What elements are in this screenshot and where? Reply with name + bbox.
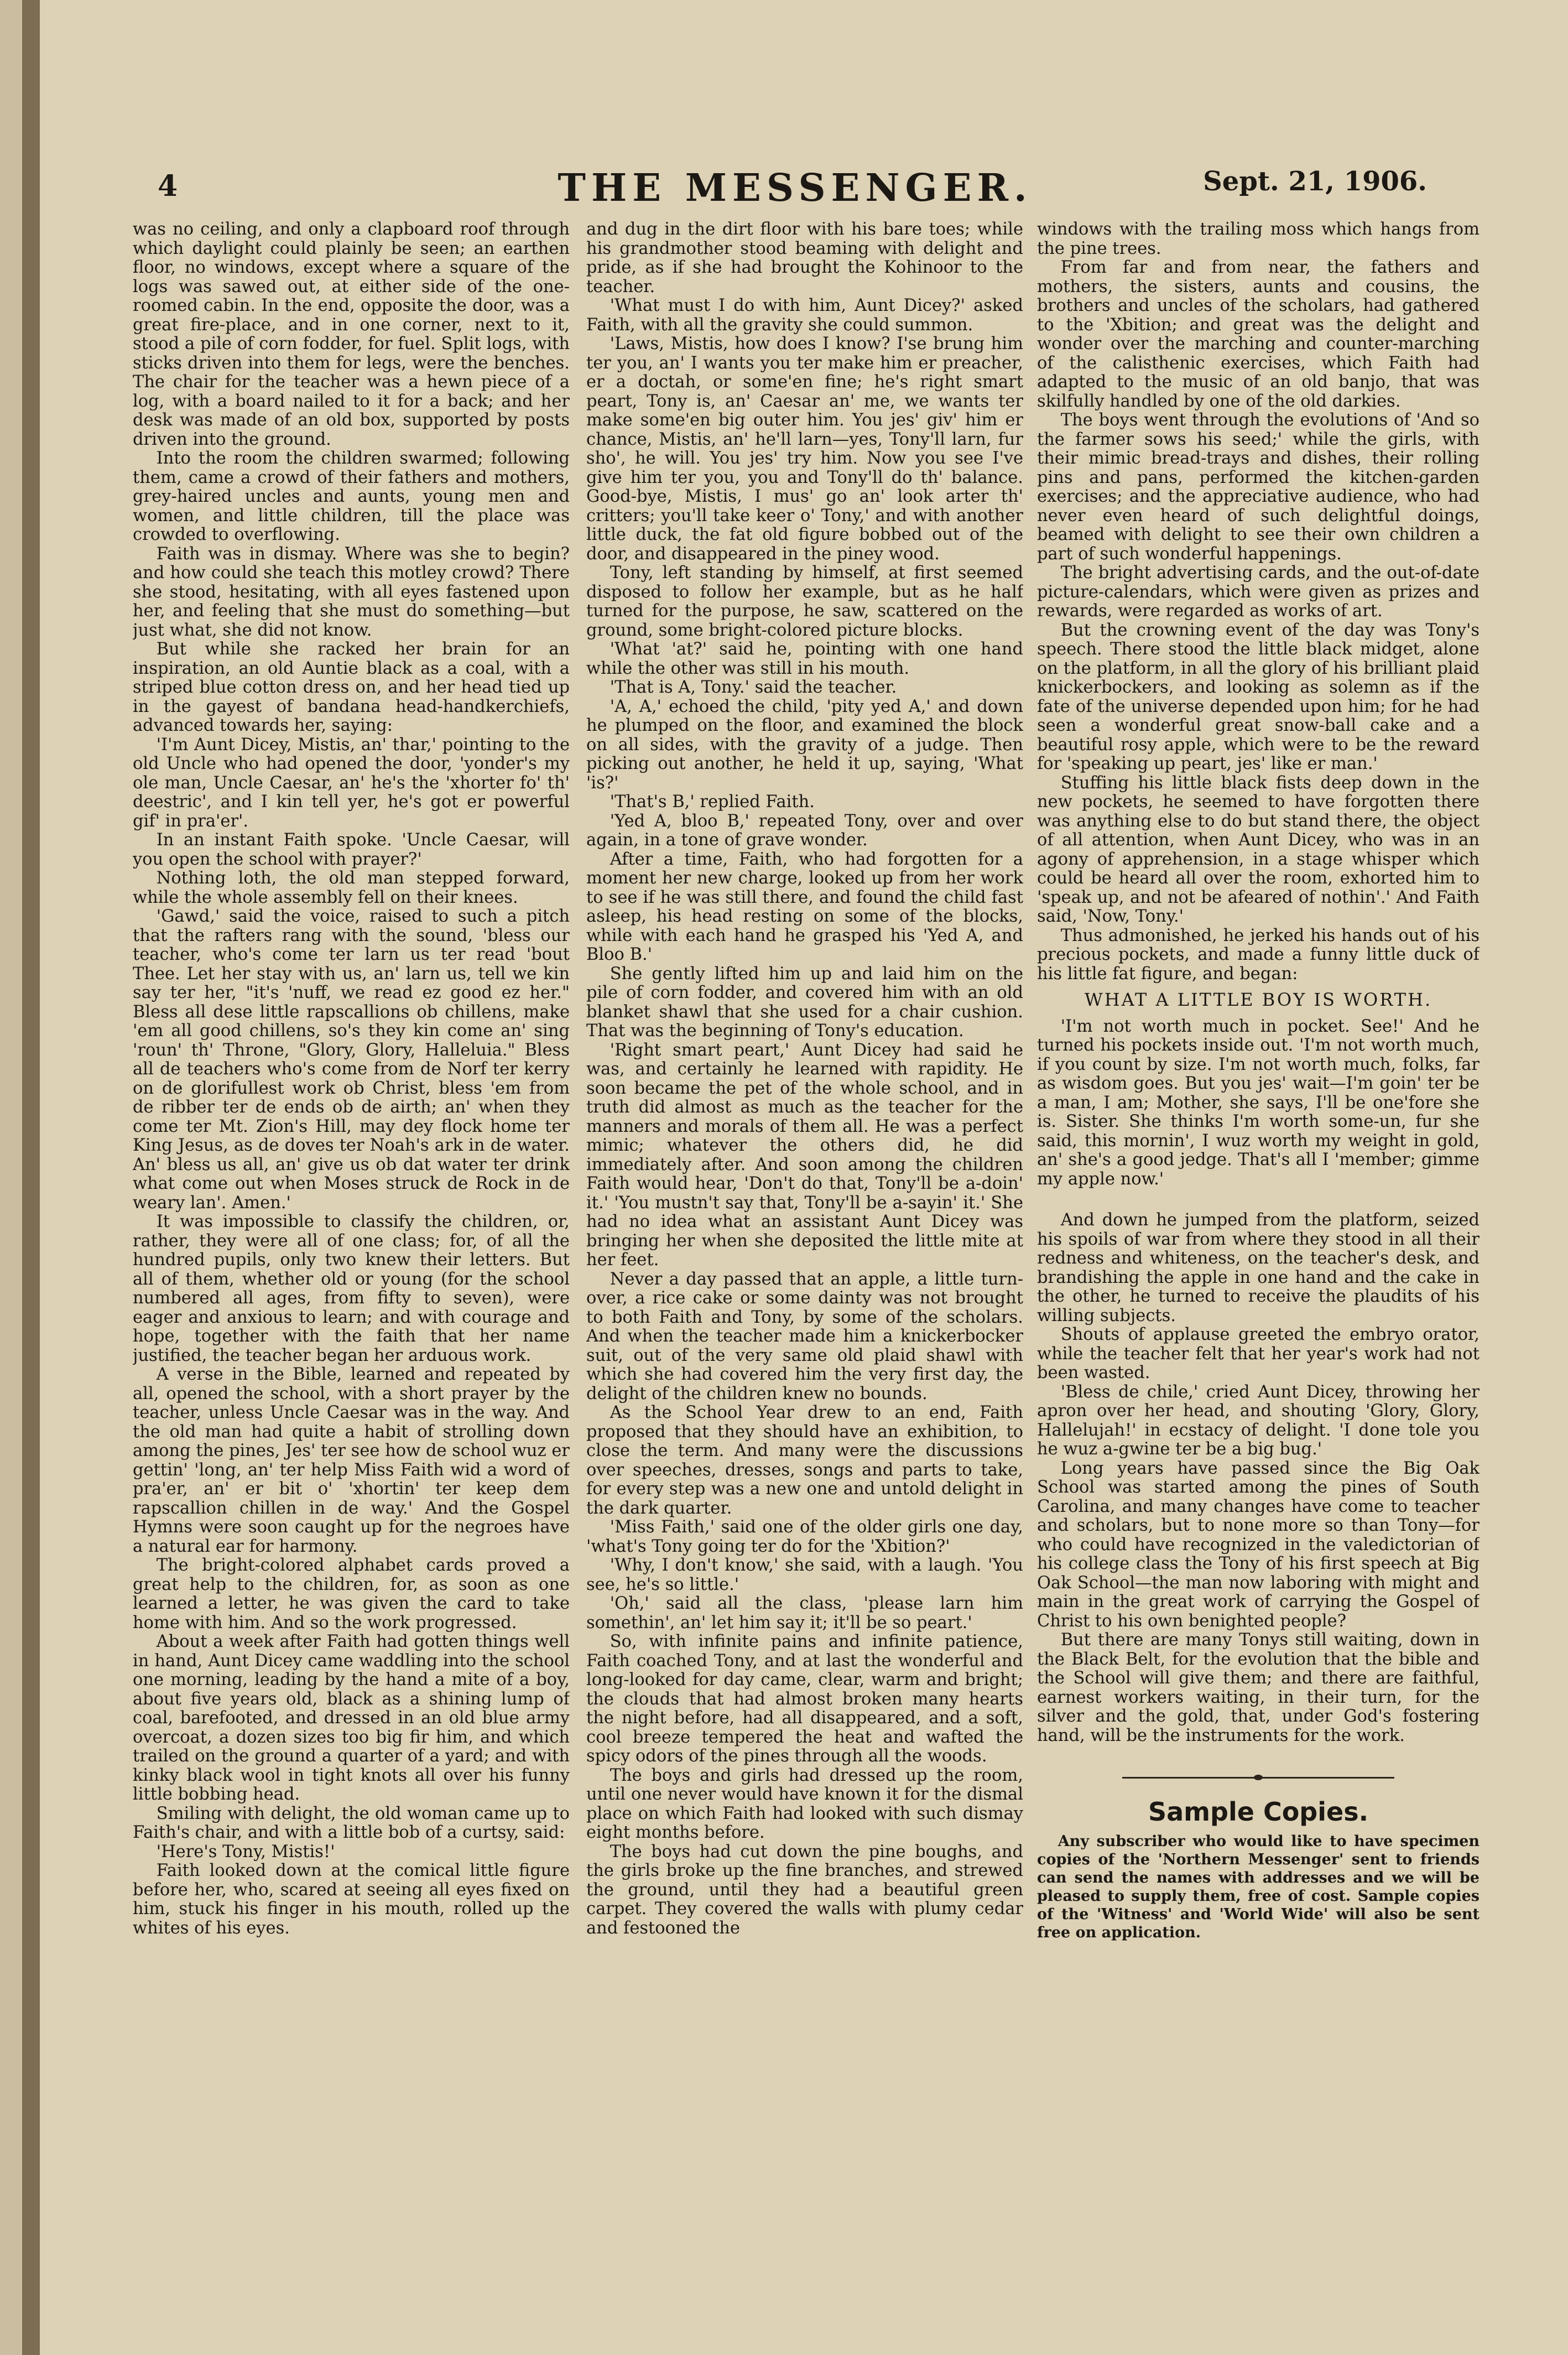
paragraph: But there are many Tonys still waiting, down in the Black Belt, for the evolution that the bible and the School will give them; and there are faithful, earnest workers waiting, in their turn, for the silver and the gold, that, under God's fostering hand, will be the instruments for the work. (1037, 1630, 1480, 1745)
paragraph: But the crowning event of the day was Tony's speech. There stood the little black midget, alone on the platform, in all the glory of his brilliant plaid knickerbockers, and looking as solemn as if the fate of the universe depended upon him; for he had seen a wonderful great snow-ball cake and a beautiful rosy apple, which were to be the reward for 'speaking up peart, jes' like er man.' (1037, 620, 1480, 773)
paragraph: 'What must I do with him, Aunt Dicey?' asked Faith, with all the gravity she could summon. (586, 296, 1023, 335)
paragraph: Tony, left standing by himself, at first seemed disposed to follow her example, but as he half turned for the purpose, he saw, scattered on the ground, some bright-colored picture blocks. (586, 563, 1023, 640)
paragraph: 'Miss Faith,' said one of the older girls one day, 'what's Tony going ter do for the 'Xbition?' (586, 1517, 1023, 1556)
paragraph: The bright-colored alphabet cards proved a great help to the children, for, as soon as one learned a letter, he was given the card to take home with him. And so the work progressed. (133, 1556, 570, 1633)
paragraph: Thus admonished, he jerked his hands out of his precious pockets, and made a funny little duck of his little fat figure, and began: (1037, 926, 1480, 984)
paragraph: Smiling with delight, the old woman came up to Faith's chair, and with a little bob of a curtsy, said: (133, 1803, 570, 1842)
paragraph: The bright advertising cards, and the out-of-date picture-calendars, which were given as prizes and rewards, were regarded as works of art. (1037, 563, 1480, 621)
paragraph: was no ceiling, and only a clapboard roof through which daylight could plainly be seen; an earthen floor, no windows, except where a square of the logs was sawed out, at either side of the one-roomed cabin. In the end, opposite the door, was a great fire-place, and in one corner, next to it, stood a pile of corn fodder, for fuel. Split logs, with sticks driven into them for legs, were the benches. The chair for the teacher was a hewn piece of a log, with a board nailed to it for a back; and her desk was made of an old box, supported by posts driven into the ground. (133, 220, 570, 449)
paragraph: Shouts of applause greeted the embryo orator, while the teacher felt that her year's work had not been wasted. (1037, 1325, 1480, 1382)
paragraph: and dug in the dirt floor with his bare toes; while his grandmother stood beaming with delight and pride, as if she had brought the Kohinoor to the teacher. (586, 220, 1023, 297)
poem-title: WHAT A LITTLE BOY IS WORTH. (1084, 989, 1432, 1010)
paragraph: 'Why, I don't know,' she said, with a laugh. 'You see, he's so little.' (586, 1556, 1023, 1594)
paragraph: It was impossible to classify the children, or, rather, they were all of one class; for, of all the hundred pupils, only two knew their letters. But all of them, whether old or young (for the school numbered all ages, from fifty to seven), were eager and anxious to learn; and with courage and hope, together with the faith that her name justified, the teacher began her arduous work. (133, 1212, 570, 1365)
sample-copies-heading: Sample Copies. (1148, 1796, 1369, 1827)
paragraph: Stuffing his little black fists deep down in the new pockets, he seemed to have forgotten there was anything else to do but stand there, the object of all attention, when Aunt Dicey, who was in an agony of apprehension, in a stage whisper which could be heard all over the room, exhorted him to 'speak up, and not be afeared of nothin'.' And Faith said, 'Now, Tony.' (1037, 773, 1480, 926)
spacer (1037, 1189, 1480, 1211)
issue-date: Sept. 21, 1906. (1203, 166, 1427, 197)
sample-copies-notice: Any subscriber who would like to have specimen copies of the 'Northern Messenger' sent to friends can send the names with addresses and we will be pleased to supply them, free of cost. Sample copies of the 'Witness' and 'World Wide' will also be sent free on application. (1037, 1833, 1480, 1941)
paragraph: The boys had cut down the pine boughs, and the girls broke up the fine branches, and strewed the ground, until they had a beautiful green carpet. They covered the walls with plumy cedar and festooned the (586, 1842, 1023, 1938)
paragraph: 'Here's Tony, Mistis!' (156, 1842, 335, 1862)
paragraph: 'What 'at?' said he, pointing with one hand while the other was still in his mouth. (586, 640, 1023, 678)
poem (1037, 990, 1480, 1189)
paragraph: As the School Year drew to an end, Faith proposed that they should have an exhibition, to close the term. And many were the discussions over speeches, dresses, songs and parts to take, for every step was a new one and untold delight in the dark quarter. (586, 1403, 1023, 1518)
paragraph: But while she racked her brain for an inspiration, an old Auntie black as a coal, with a striped blue cotton dress on, and her head tied up in the gayest of bandana head-handkerchiefs, advanced towards her, saying: (133, 640, 570, 735)
column-2 (586, 220, 1023, 2344)
paragraph: Nothing loth, the old man stepped forward, while the whole assembly fell on their knees. (133, 869, 570, 907)
newspaper-title: THE MESSENGER. (558, 166, 1033, 210)
paragraph: Into the room the children swarmed; following them, came a crowd of their fathers and mothers, grey-haired uncles and aunts, young men and women, and little children, till the place was crowded to overflowing. (133, 449, 570, 544)
paragraph: So, with infinite pains and infinite patience, Faith coached Tony, and at last the wonderful and long-looked for day came, clear, warm and bright; the clouds that had almost broken many hearts the night before, had all disappeared, and a soft, cool breeze tempered the heat and wafted the spicy odors of the pines through all the woods. (586, 1632, 1023, 1766)
paragraph: 'Bless de chile,' cried Aunt Dicey, throwing her apron over her head, and shouting 'Glory, Glory, Hallelujah!' in ecstacy of delight. 'I done tole you he wuz a-gwine ter be a big bug.' (1037, 1382, 1480, 1459)
paragraph: 'Laws, Mistis, how does I know? I'se brung him ter you, an' I wants you ter make him er preacher, er a doctah, or some'en fine; he's right smart peart, Tony is, an' Caesar an' me, we wants ter make some'en big outer him. You jes' giv' him er chance, Mistis, an' he'll larn—yes, Tony'll larn, fur sho', he will. You jes' try him. Now you see I've give him ter you, you and Tony'll do th' balance. Good-bye, Mistis, I mus' go an' look arter th' critters; you'll take keer o' Tony,' and with another little duck, the fat old figure bobbed out of the door, and disappeared in the piney wood. (586, 334, 1023, 564)
divider-line (1122, 1777, 1255, 1779)
paragraph: 'Oh,' said all the class, 'please larn him somethin', an' let him say it; it'll be so peart.' (586, 1594, 1023, 1633)
paragraph: The boys went through the evolutions of 'And so the farmer sows his seed;' while the girls, with their mimic bread-trays and dishes, their rolling pins and pans, performed the kitchen-garden exercises; and the appreciative audience, who had never even heard of such delightful doings, beamed with delight to see their own children a part of such wonderful happenings. (1037, 410, 1480, 564)
paragraph: In an instant Faith spoke. 'Uncle Caesar, will you open the school with prayer?' (133, 830, 570, 869)
paragraph: Long years have passed since the Big Oak School was started among the pines of South Carolina, and many changes have come to teacher and scholars, but to none more so than Tony—for who could have recognized in the valedictorian of his college class the Tony of his first speech at Big Oak School—the man now laboring with might and main in the great work of carrying the Gospel of Christ to his own benighted people? (1037, 1458, 1480, 1631)
poem-text: 'I'm not worth much in pocket. See!' And he turned his pockets inside out. 'I'm not worth much, if you count by size. I'm not worth much, folks, far as wisdom goes. But you jes' wait—I'm goin' ter be a man, I am; Mother, she says, I'll be one'fore she is. Sister. She thinks I'm worth some-un, fur she said, this mornin', I wuz worth my weight in gold, an' she's a good jedge. That's all I 'member; gimme my apple now.' (1037, 1016, 1480, 1189)
paragraph: 'Gawd,' said the voice, raised to such a pitch that the rafters rang with the sound, 'bless our teacher, who's come ter larn us ter read 'bout Thee. Let her stay with us, an' larn us, tell we kin say ter her, "it's 'nuff, we read ez good ez her." Bless all dese little rapscallions ob chillens, make 'em all good chillens, so's they kin come an' sing 'roun' th' Throne, "Glory, Glory, Halleluia." Bless all de teachers who's come from de Norf ter kerry on de glorifullest work ob Christ, bless 'em from de ribber ter de ends ob de airth; an' when they come ter Mt. Zion's Hill, may dey flock home ter King Jesus, as de doves ter Noah's ark in de water. An' bless us all, an' give us ob dat water ter drink what come out when Moses struck de Rock in de weary lan'. Amen.' (133, 907, 570, 1213)
paragraph: From far and from near, the fathers and mothers, the sisters, aunts and cousins, the brothers and uncles of the scholars, had gathered to the 'Xbition; and great was the delight and wonder over the marching and counter-marching of the calisthenic exercises, which Faith had adapted to the music of an old banjo, that was skilfully handled by one of the old darkies. (1037, 258, 1480, 411)
paragraph: windows with the trailing moss which hangs from the pine trees. (1037, 220, 1480, 258)
page-header (22, 166, 1568, 227)
paragraph: 'Yed A, bloo B,' repeated Tony, over and over again, in a tone of grave wonder. (586, 811, 1023, 850)
paragraph: 'A, A,' echoed the child, 'pity yed A,' and down he plumped on the floor, and examined the block on all sides, with the gravity of a judge. Then picking out another, he held it up, saying, 'What 'is?' (586, 696, 1023, 793)
paragraph: A verse in the Bible, learned and repeated by all, opened the school, with a short prayer by the teacher, unless Uncle Caesar was in the way. And the old man had quite a habit of strolling down among the pines, Jes' ter see how de school wuz er gettin' 'long, an' ter help Miss Faith wid a word of pra'er, an' er bit o' 'xhortin' ter keep dem rapscallion chillen in de way.' And the Gospel Hymns were soon caught up for the negroes have a natural ear for harmony. (133, 1365, 570, 1556)
column-3 (1037, 220, 1480, 2344)
column-1 (133, 220, 570, 2344)
paragraph: About a week after Faith had gotten things well in hand, Aunt Dicey came waddling into the school one morning, leading by the hand a mite of a boy, about five years old, black as a shining lump of coal, barefooted, and dressed in an old blue army overcoat, a dozen sizes too big fir him, and which trailed on the ground a quarter of a yard; and with kinky black wool in tight knots all over his funny little bobbing head. (133, 1632, 570, 1804)
newspaper-page (22, 0, 1568, 2355)
paragraph: Faith looked down at the comical little figure before her, who, scared at seeing all eyes fixed on him, stuck his finger in his mouth, rolled up the whites of his eyes. (133, 1861, 570, 1938)
divider-line (1262, 1777, 1394, 1779)
paragraph: 'That's B,' replied Faith. (610, 792, 815, 812)
page-number: 4 (158, 169, 178, 203)
paragraph: She gently lifted him up and laid him on the pile of corn fodder, and covered him with an old blanket shawl that she used for a chair cushion. That was the beginning of Tony's education. (586, 964, 1023, 1041)
paragraph: Faith was in dismay. Where was she to begin? and how could she teach this motley crowd? There she stood, hesitating, with all eyes fastened upon her, and feeling that she must do something—but just what, she did not know. (133, 544, 570, 640)
section-divider (1037, 1767, 1480, 1787)
paragraph: 'That is A, Tony.' said the teacher. (610, 678, 897, 697)
paragraph: Never a day passed that an apple, a little turn-over, a rice cake or some dainty was not brought to both Faith and Tony, by some of the scholars. And when the teacher made him a knickerbocker suit, out of the very same old plaid shawl with which she had covered him the very first day, the delight of the children knew no bounds. (586, 1269, 1023, 1403)
paragraph: And down he jumped from the platform, seized his spoils of war from where they stood in all their redness and whiteness, on the teacher's desk, and brandishing the apple in one hand and the cake in the other, he turned to receive the plaudits of his willing subjects. (1037, 1210, 1480, 1325)
paragraph: The boys and girls had dressed up the room, until one never would have known it for the dismal place on which Faith had looked with such dismay eight months before. (586, 1765, 1023, 1842)
paragraph: 'Right smart peart,' Aunt Dicey had said he was, and certainly he learned with rapidity. He soon became the pet of the whole school, and in truth did almost as much as the teacher for the manners and morals of them all. He was a perfect mimic; whatever the others did, he did immediately after. And soon among the children Faith would hear, 'Don't do that, Tony'll be a-doin' it.' 'You mustn't say that, Tony'll be a-sayin' it.' She had no idea what an assistant Aunt Dicey was bringing her when she deposited the little mite at her feet. (586, 1040, 1023, 1270)
paragraph: After a time, Faith, who had forgotten for a moment her new charge, looked up from her work to see if he was still there, and found the child fast asleep, his head resting on some of the blocks, while with each hand he grasped his 'Yed A, and Bloo B.' (586, 849, 1023, 964)
paragraph: 'I'm Aunt Dicey, Mistis, an' thar,' pointing to the old Uncle who had opened the door, 'yonder's my ole man, Uncle Caesar, an' he's the 'xhorter fo' th' deestric', and I kin tell yer, he's got er powerful gif' in pra'er'. (133, 735, 570, 831)
